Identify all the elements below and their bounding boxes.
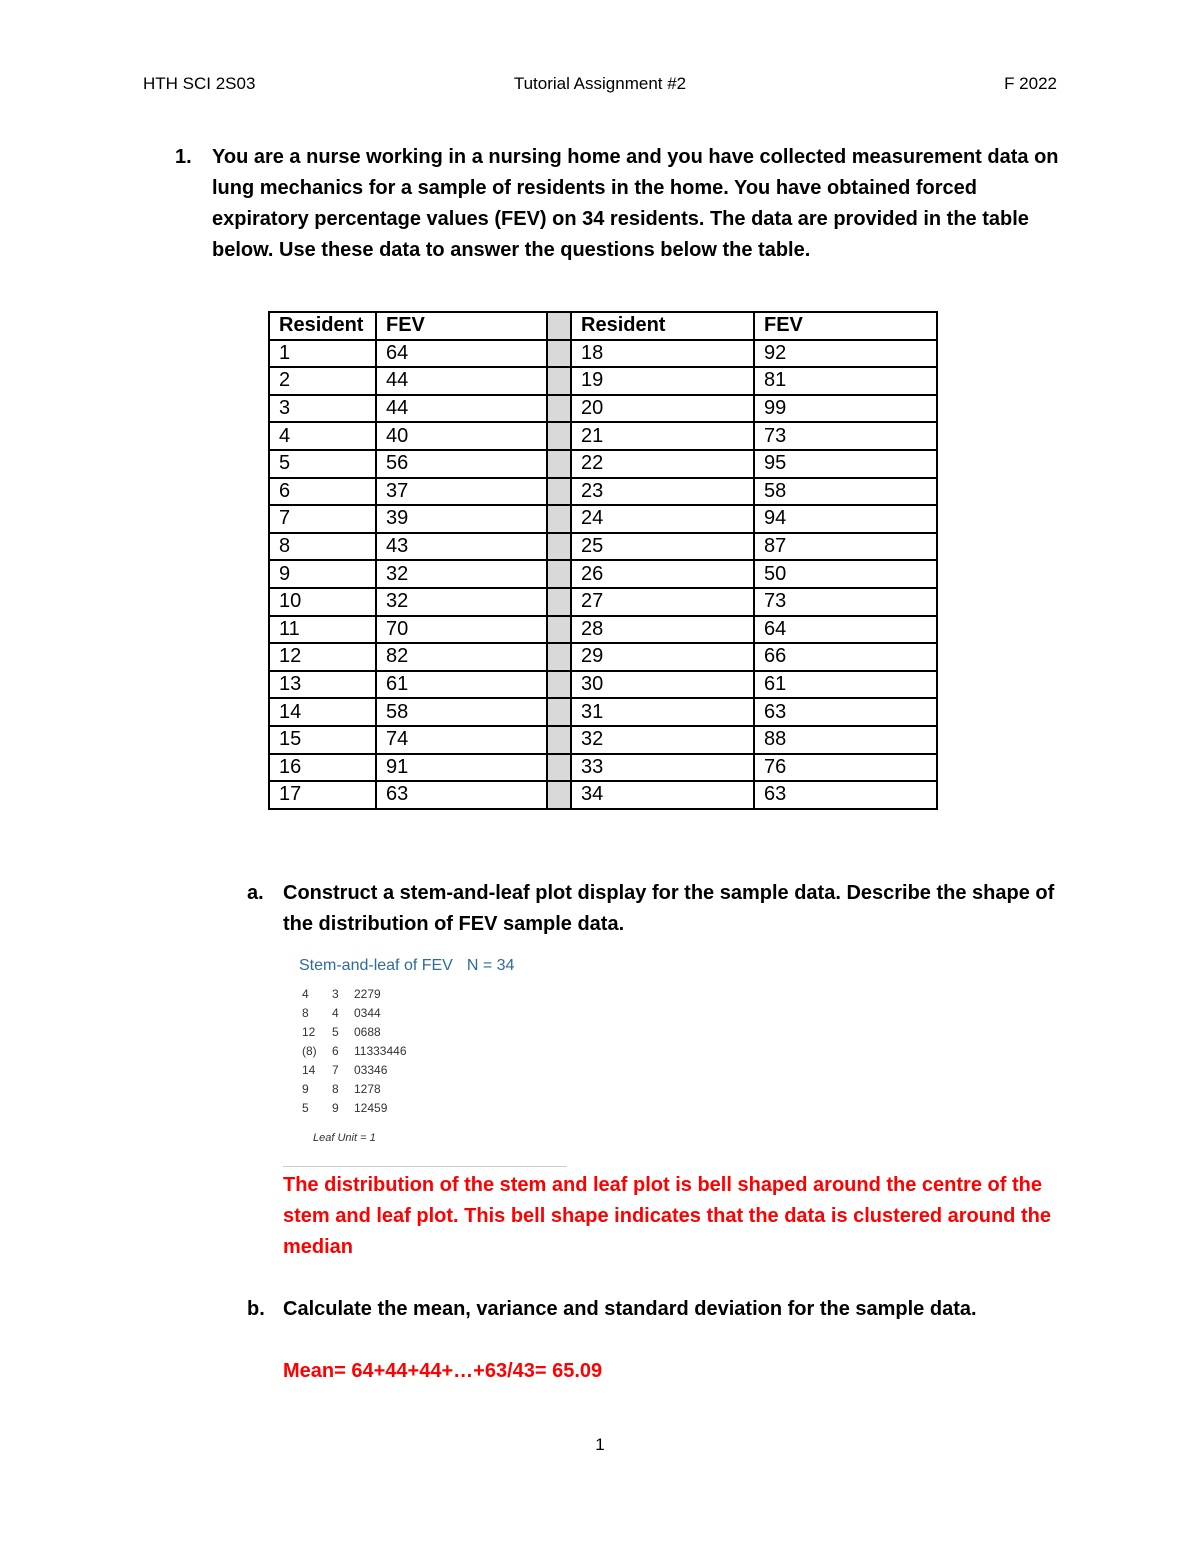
table-row	[269, 754, 937, 782]
table-row	[269, 505, 937, 533]
stem-leaf-stem: 8	[332, 1082, 339, 1096]
part-a-label: a.	[247, 882, 264, 904]
fev-cell: 92	[754, 340, 937, 368]
table-gap-cell	[547, 395, 571, 423]
resident-cell: 26	[571, 560, 754, 588]
fev-cell: 88	[754, 726, 937, 754]
resident-cell: 29	[571, 643, 754, 671]
resident-cell: 32	[571, 726, 754, 754]
resident-cell: 9	[269, 560, 376, 588]
stem-leaf-title-text: Stem-and-leaf of FEV	[299, 957, 453, 974]
part-b	[247, 1294, 1077, 1325]
part-b-text: Calculate the mean, variance and standard deviation for the sample data.	[283, 1298, 977, 1320]
leaf-unit: Leaf Unit = 1	[313, 1132, 376, 1144]
table-gap-cell	[547, 588, 571, 616]
resident-cell: 10	[269, 588, 376, 616]
header-title: Tutorial Assignment #2	[513, 74, 687, 93]
stem-leaf-leaves: 0688	[354, 1025, 381, 1039]
resident-cell: 23	[571, 478, 754, 506]
table-row	[269, 395, 937, 423]
stem-leaf-stem: 5	[332, 1025, 339, 1039]
table-gap-cell	[547, 422, 571, 450]
fev-cell: 87	[754, 533, 937, 561]
resident-cell: 1	[269, 340, 376, 368]
stem-leaf-n: N = 34	[466, 957, 515, 974]
fev-cell: 81	[754, 367, 937, 395]
resident-cell: 33	[571, 754, 754, 782]
header-course: HTH SCI 2S03	[143, 74, 256, 93]
header-resident-left: Resident	[269, 312, 376, 340]
table-row	[269, 450, 937, 478]
fev-cell: 56	[376, 450, 547, 478]
stem-leaf-title	[299, 957, 514, 975]
stem-leaf-leaves: 2279	[354, 987, 381, 1001]
resident-cell: 2	[269, 367, 376, 395]
fev-cell: 70	[376, 616, 547, 644]
fev-cell: 64	[376, 340, 547, 368]
fev-cell: 66	[754, 643, 937, 671]
fev-cell: 50	[754, 560, 937, 588]
fev-cell: 39	[376, 505, 547, 533]
table-gap-cell	[547, 340, 571, 368]
stem-leaf-depth: 14	[302, 1063, 316, 1077]
fev-cell: 63	[376, 781, 547, 809]
fev-cell: 37	[376, 478, 547, 506]
resident-cell: 20	[571, 395, 754, 423]
answer-b: Mean= 64+44+44+…+63/43= 65.09	[283, 1360, 603, 1382]
fev-cell: 61	[376, 671, 547, 699]
question-text: You are a nurse working in a nursing home and you have collected measurement data on lung mechanics for a sample of residents in the home. You have obtained forced expiratory percentage values (FEV) on 34 residents. The data are provided in the table below. Use these data to answer the questions below the table.	[212, 146, 1059, 261]
part-a	[247, 878, 1077, 940]
table-row	[269, 643, 937, 671]
resident-cell: 24	[571, 505, 754, 533]
fev-cell: 74	[376, 726, 547, 754]
fev-cell: 76	[754, 754, 937, 782]
stem-leaf-leaves: 12459	[354, 1101, 388, 1115]
table-gap-column	[547, 312, 571, 340]
table-row	[269, 560, 937, 588]
fev-cell: 44	[376, 395, 547, 423]
table-gap-cell	[547, 450, 571, 478]
fev-cell: 94	[754, 505, 937, 533]
stem-leaf-depth: 5	[302, 1101, 309, 1115]
fev-cell: 99	[754, 395, 937, 423]
stem-leaf-depth: 4	[302, 987, 309, 1001]
fev-cell: 64	[754, 616, 937, 644]
table-row	[269, 478, 937, 506]
stem-leaf-stem: 6	[332, 1044, 339, 1058]
resident-cell: 15	[269, 726, 376, 754]
table-gap-cell	[547, 505, 571, 533]
part-a-text: Construct a stem-and-leaf plot display for the sample data. Describe the shape of the distribution of FEV sample data.	[283, 882, 1055, 935]
table-gap-cell	[547, 726, 571, 754]
resident-cell: 30	[571, 671, 754, 699]
fev-cell: 40	[376, 422, 547, 450]
header-resident-right: Resident	[571, 312, 754, 340]
header-fev-left: FEV	[376, 312, 547, 340]
resident-cell: 7	[269, 505, 376, 533]
stem-leaf-depth: (8)	[302, 1044, 317, 1058]
table-row	[269, 533, 937, 561]
resident-cell: 14	[269, 698, 376, 726]
table-gap-cell	[547, 560, 571, 588]
resident-cell: 34	[571, 781, 754, 809]
fev-cell: 32	[376, 588, 547, 616]
stem-and-leaf-figure	[283, 945, 567, 1165]
resident-cell: 18	[571, 340, 754, 368]
fev-cell: 58	[754, 478, 937, 506]
table-row	[269, 698, 937, 726]
table-gap-cell	[547, 478, 571, 506]
fev-cell: 82	[376, 643, 547, 671]
resident-cell: 31	[571, 698, 754, 726]
figure-divider	[283, 1166, 567, 1167]
fev-cell: 58	[376, 698, 547, 726]
fev-table	[268, 311, 938, 810]
stem-leaf-stem: 7	[332, 1063, 339, 1077]
table-gap-cell	[547, 781, 571, 809]
stem-leaf-depth: 8	[302, 1006, 309, 1020]
resident-cell: 5	[269, 450, 376, 478]
table-row	[269, 588, 937, 616]
stem-leaf-stem: 9	[332, 1101, 339, 1115]
table-row	[269, 616, 937, 644]
stem-leaf-leaves: 1278	[354, 1082, 381, 1096]
resident-cell: 27	[571, 588, 754, 616]
resident-cell: 11	[269, 616, 376, 644]
resident-cell: 28	[571, 616, 754, 644]
answer-a: The distribution of the stem and leaf plot is bell shaped around the centre of the stem and leaf plot. This bell shape indicates that the data is clustered around the median	[283, 1174, 1051, 1258]
fev-cell: 91	[376, 754, 547, 782]
fev-cell: 73	[754, 588, 937, 616]
question-number: 1.	[175, 146, 192, 168]
resident-cell: 13	[269, 671, 376, 699]
stem-leaf-leaves: 0344	[354, 1006, 381, 1020]
resident-cell: 16	[269, 754, 376, 782]
fev-cell: 32	[376, 560, 547, 588]
stem-leaf-depth: 9	[302, 1082, 309, 1096]
table-gap-cell	[547, 698, 571, 726]
table-row	[269, 340, 937, 368]
fev-cell: 73	[754, 422, 937, 450]
table-body	[269, 340, 937, 809]
fev-cell: 61	[754, 671, 937, 699]
fev-cell: 63	[754, 781, 937, 809]
table-header-row	[269, 312, 937, 340]
stem-leaf-depth: 12	[302, 1025, 316, 1039]
part-b-label: b.	[247, 1298, 265, 1320]
table-row	[269, 367, 937, 395]
fev-cell: 63	[754, 698, 937, 726]
fev-cell: 43	[376, 533, 547, 561]
table-gap-cell	[547, 671, 571, 699]
resident-cell: 25	[571, 533, 754, 561]
fev-cell: 95	[754, 450, 937, 478]
table-gap-cell	[547, 533, 571, 561]
stem-leaf-leaves: 11333446	[354, 1044, 407, 1058]
resident-cell: 22	[571, 450, 754, 478]
table-row	[269, 422, 937, 450]
table-row	[269, 671, 937, 699]
stem-leaf-leaves: 03346	[354, 1063, 388, 1077]
resident-cell: 3	[269, 395, 376, 423]
table-gap-cell	[547, 754, 571, 782]
resident-cell: 21	[571, 422, 754, 450]
page-number: 1	[595, 1435, 605, 1454]
table-gap-cell	[547, 643, 571, 671]
resident-cell: 6	[269, 478, 376, 506]
table-gap-cell	[547, 367, 571, 395]
table-gap-cell	[547, 616, 571, 644]
header-term: F 2022	[1004, 74, 1057, 93]
resident-cell: 8	[269, 533, 376, 561]
table-row	[269, 726, 937, 754]
fev-cell: 44	[376, 367, 547, 395]
resident-cell: 19	[571, 367, 754, 395]
resident-cell: 17	[269, 781, 376, 809]
stem-leaf-stem: 4	[332, 1006, 339, 1020]
table-row	[269, 781, 937, 809]
question-1	[175, 142, 1075, 266]
resident-cell: 12	[269, 643, 376, 671]
resident-cell: 4	[269, 422, 376, 450]
header-fev-right: FEV	[754, 312, 937, 340]
stem-leaf-stem: 3	[332, 987, 339, 1001]
